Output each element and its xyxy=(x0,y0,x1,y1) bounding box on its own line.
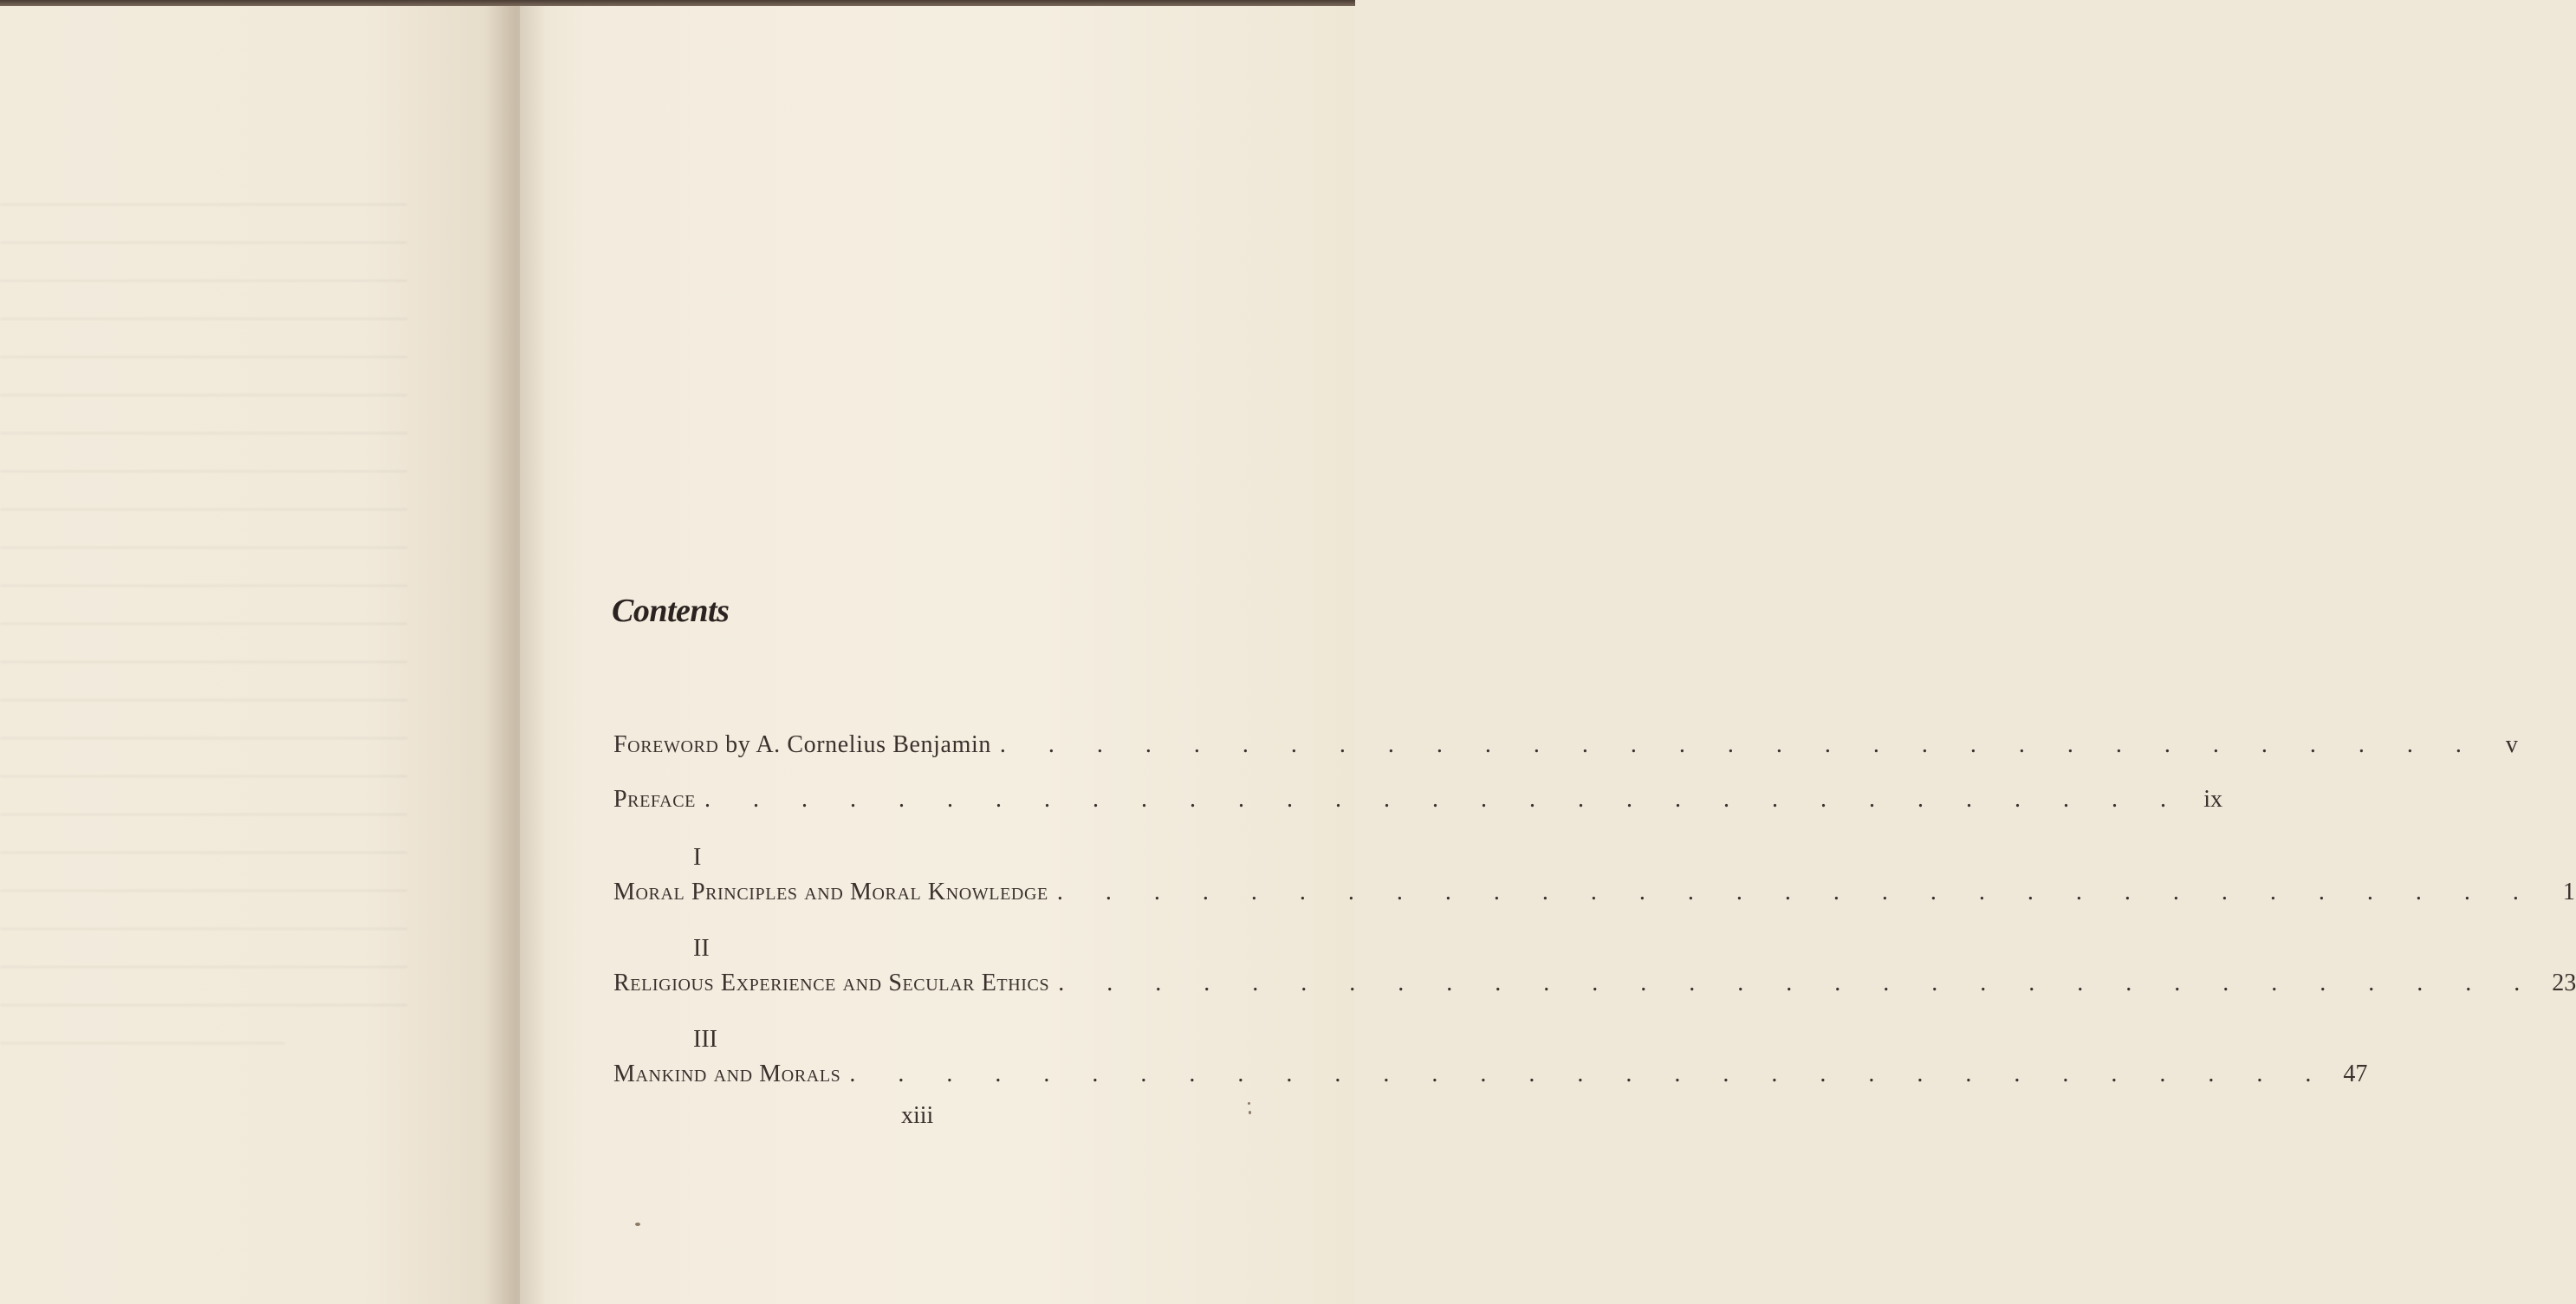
toc-entry-label: Mankind and Morals xyxy=(613,1061,841,1087)
contents-heading: Contents xyxy=(612,593,730,629)
toc-entry-foreword xyxy=(613,731,2518,759)
toc-entry-page: ix xyxy=(2203,786,2222,813)
toc-entry-label: Religious Experience and Secular Ethics xyxy=(613,970,1050,996)
toc-entry-preface xyxy=(613,786,2222,814)
leader-dots: . . . . . . . . . . . . . . . . . . . . . . . . . . . . . . . xyxy=(1058,970,2539,996)
toc-entry-page: 23 xyxy=(2552,970,2576,996)
leader-dots: . . . . . . . . . . . . . . . . . . . . . . . . . . . . . . . xyxy=(999,731,2480,758)
toc-entry-label: Moral Principles and Moral Knowledge xyxy=(613,879,1048,905)
leader-dots: . . . . . . . . . . . . . . . . . . . . . . . . . . . . . . . xyxy=(704,786,2184,813)
chapter-number-1: I xyxy=(693,844,702,871)
toc-entry-label: Preface xyxy=(613,786,696,813)
page-folio: xiii xyxy=(901,1102,934,1129)
book-gutter-shadow xyxy=(485,6,546,1304)
paper-speck xyxy=(1248,1102,1250,1105)
toc-entry-label: Foreword xyxy=(613,731,719,758)
toc-entry-chapter-2 xyxy=(613,970,2576,997)
book-cover-edge xyxy=(0,0,1355,6)
paper-speck xyxy=(1249,1111,1251,1114)
toc-entry-page: v xyxy=(2505,731,2518,758)
chapter-number-2: II xyxy=(693,935,710,962)
toc-entry-chapter-1 xyxy=(613,879,2575,906)
chapter-number-3: III xyxy=(693,1026,717,1053)
paper-speck xyxy=(635,1223,640,1226)
toc-entry-suffix: by A. Cornelius Benjamin xyxy=(725,731,991,758)
left-page xyxy=(0,6,520,1304)
toc-entry-page: 1 xyxy=(2562,879,2575,905)
toc-entry-page: 47 xyxy=(2343,1061,2368,1087)
leader-dots: . . . . . . . . . . . . . . . . . . . . . . . . . . . . . . . xyxy=(849,1061,2330,1087)
right-page xyxy=(520,6,1355,1304)
show-through-texture xyxy=(0,171,407,1089)
toc-entry-chapter-3 xyxy=(613,1061,2368,1088)
leader-dots: . . . . . . . . . . . . . . . . . . . . . . . . . . . . . . . xyxy=(1056,879,2537,905)
